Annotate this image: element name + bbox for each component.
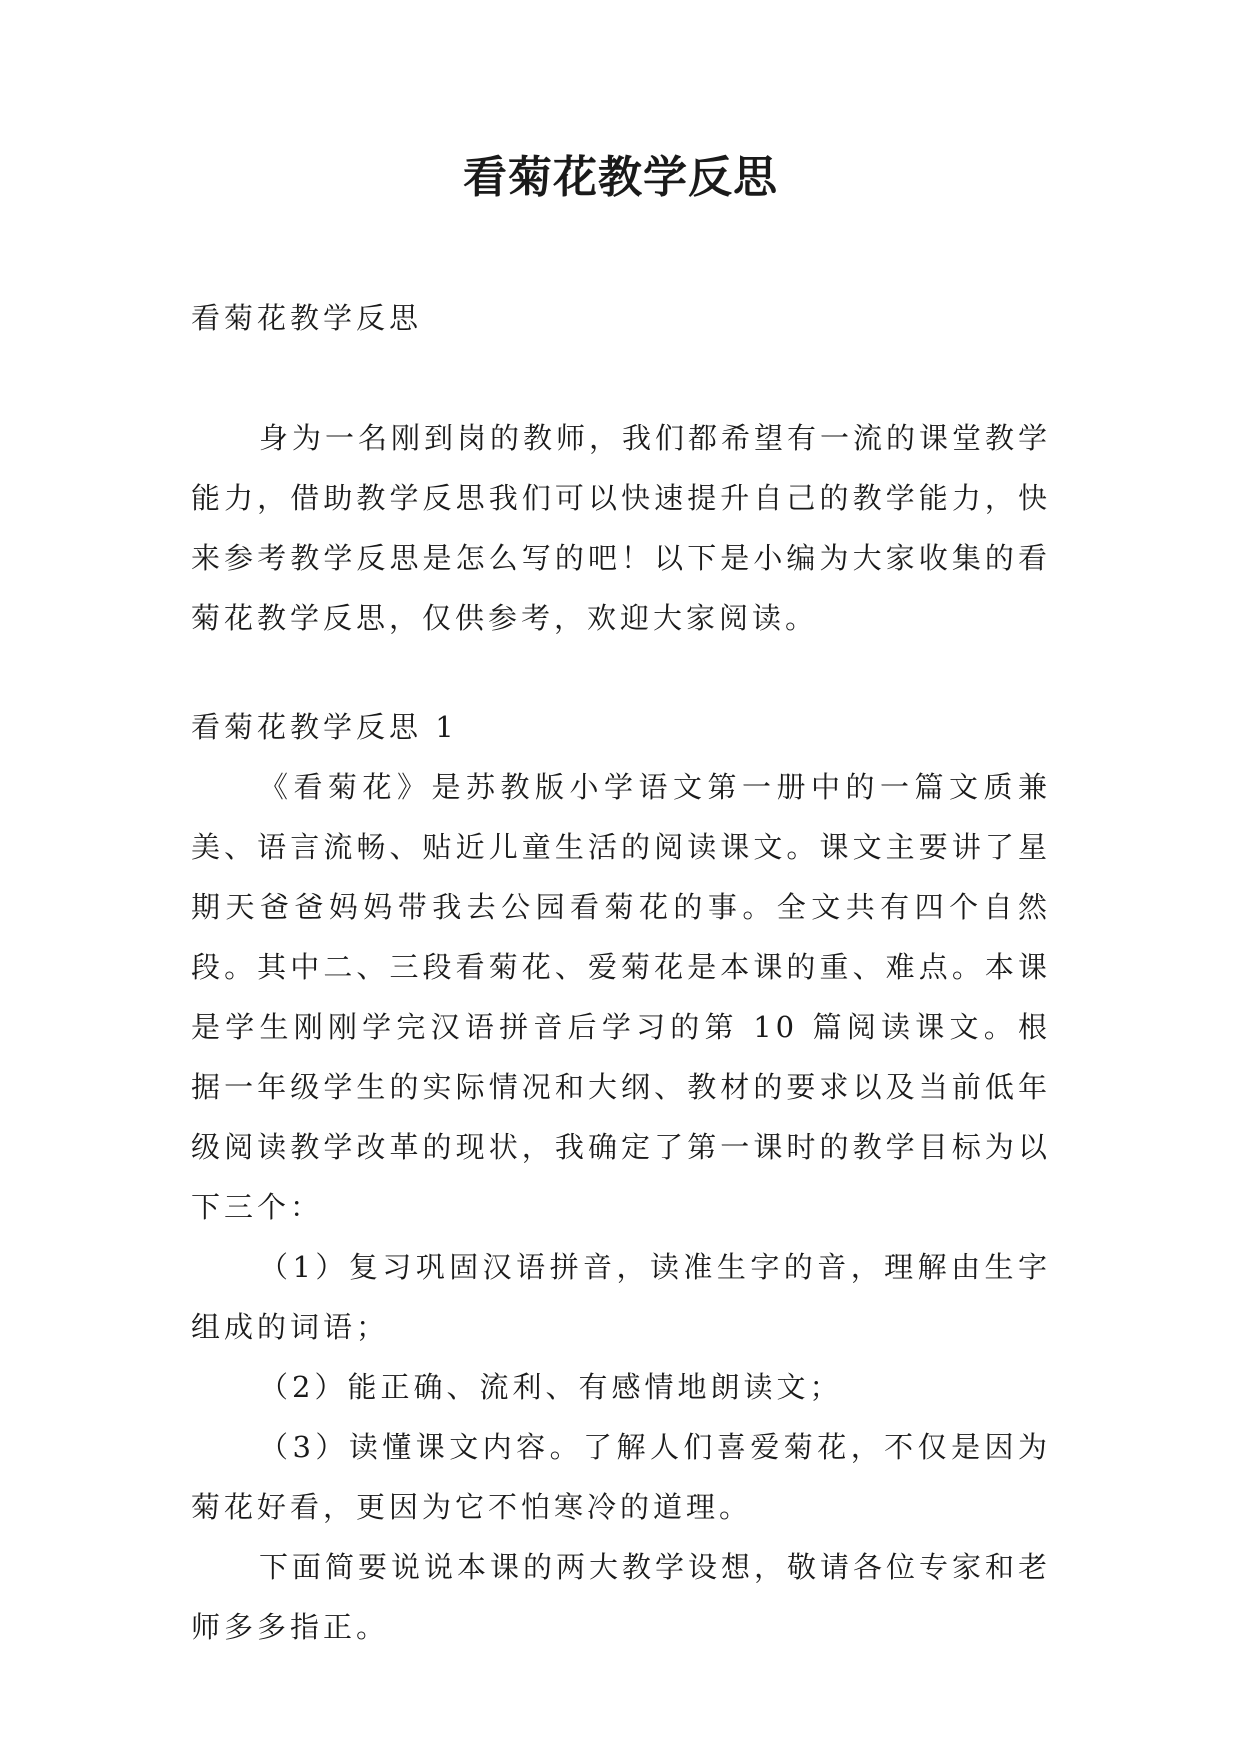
paragraph: 下面简要说说本课的两大教学设想，敬请各位专家和老师多多指正。 bbox=[191, 1550, 1052, 1644]
paragraph: （1）复习巩固汉语拼音，读准生字的音，理解由生字组成的词语； bbox=[191, 1250, 1051, 1344]
document-title: 看菊花教学反思 bbox=[463, 152, 778, 203]
paragraph: （2）能正确、流利、有感情地朗读文； bbox=[259, 1370, 843, 1404]
section-heading: 看菊花教学反思 1 bbox=[191, 710, 458, 744]
intro-paragraph: 身为一名刚到岗的教师，我们都希望有一流的课堂教学能力，借助教学反思我们可以快速提升自己的教学能力，快来参考教学反思是怎么写的吧！以下是小编为大家收集的看菊花教学反思，仅供参考，欢迎大家阅读。 bbox=[191, 421, 1052, 635]
paragraph: （3）读懂课文内容。了解人们喜爱菊花，不仅是因为菊花好看，更因为它不怕寒冷的道理。 bbox=[191, 1430, 1051, 1524]
paragraph: 《看菊花》是苏教版小学语文第一册中的一篇文质兼美、语言流畅、贴近儿童生活的阅读课文。课文主要讲了星期天爸爸妈妈带我去公园看菊花的事。全文共有四个自然段。其中二、三段看菊花、爱菊花是本课的重、难点。本课是学生刚刚学完汉语拼音后学习的第 10 篇阅读课文。根据一年级学生的实际情况和大纲、教材的要求以及当前低年级阅读教学改革的现状，我确定了第一课时的教学目标为以下三个： bbox=[191, 770, 1051, 1224]
section-body bbox=[191, 757, 1051, 1657]
document-subtitle: 看菊花教学反思 bbox=[191, 301, 423, 335]
